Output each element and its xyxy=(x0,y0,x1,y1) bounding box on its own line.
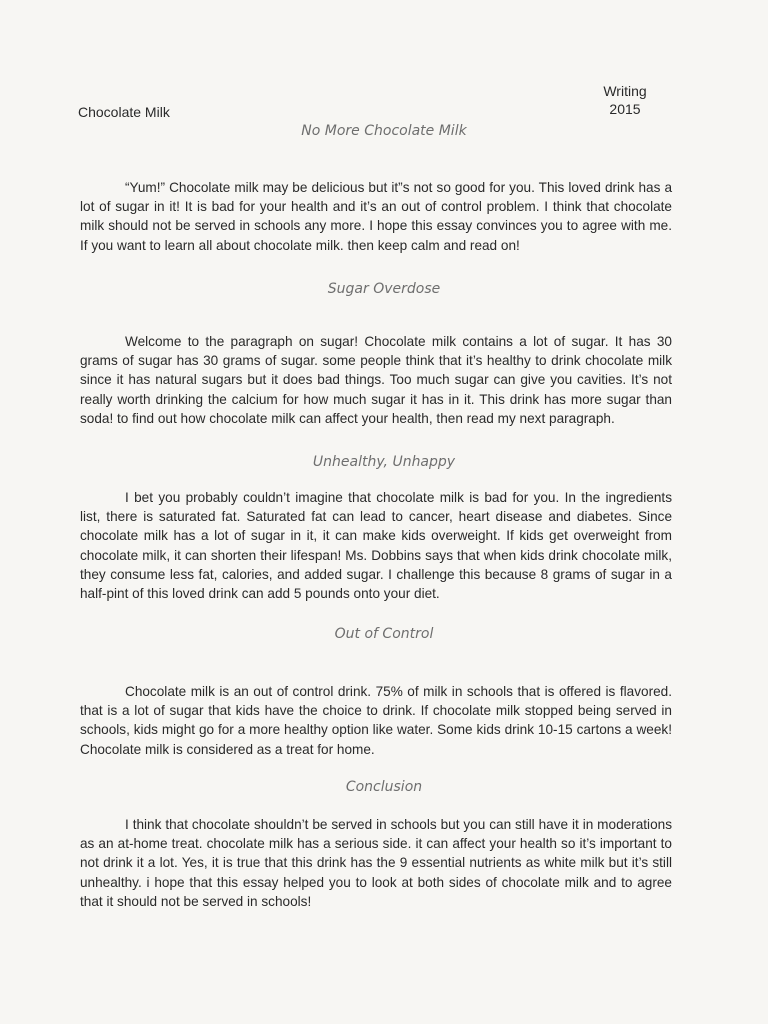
header-class-year xyxy=(590,82,660,118)
intro-paragraph: “Yum!” Chocolate milk may be delicious but it”s not so good for you. This loved drink has a lot of sugar in it! It is bad for your health and it’s an out of control problem. I think that chocolate milk should not be served in schools any more. I hope this essay convinces you to agree with me. If you want to learn all about chocolate milk. then keep calm and read on! xyxy=(80,180,672,253)
essay-title: No More Chocolate Milk xyxy=(301,123,467,139)
conclusion-paragraph: I think that chocolate shouldn’t be served in schools but you can still have it in moderations as an at-home treat. chocolate milk has a serious side. it can affect your health so it’s important to not drink it a lot. Yes, it is true that this drink has the 9 essential nutrients as white milk but it’s still unhealthy. i hope that this essay helped you to look at both sides of chocolate milk and to agree that it should not be served in schools! xyxy=(80,817,672,909)
header-year: 2015 xyxy=(609,101,641,117)
heading-sugar-overdose: Sugar Overdose xyxy=(327,281,441,297)
control-paragraph: Chocolate milk is an out of control drink. 75% of milk in schools that is offered is flavored. that is a lot of sugar that kids have the choice to drink. If chocolate milk stopped being served in schools, kids might go for a more healthy option like water. Some kids drink 10-15 cartons a week! Chocolate milk is considered as a treat for home. xyxy=(80,684,672,757)
header-topic: Chocolate Milk xyxy=(78,104,170,120)
heading-conclusion: Conclusion xyxy=(345,779,423,795)
header-subject: Writing xyxy=(603,83,647,99)
heading-out-of-control: Out of Control xyxy=(334,626,434,642)
unhealthy-paragraph: I bet you probably couldn’t imagine that chocolate milk is bad for you. In the ingredients list, there is saturated fat. Saturated fat can lead to cancer, heart disease and diabetes. Since chocolate milk has a lot of sugar in it, it can make kids overweight. If kids get overweight from chocolate milk, it can shorten their lifespan! Ms. Dobbins says that when kids drink chocolate milk, they consume less fat, calories, and added sugar. I challenge this because 8 grams of sugar in a half-pint of this loved drink can add 5 pounds onto your diet. xyxy=(80,490,672,602)
sugar-paragraph: Welcome to the paragraph on sugar! Chocolate milk contains a lot of sugar. It has 30 grams of sugar has 30 grams of sugar. some people think that it’s healthy to drink chocolate milk since it has natural sugars but it does bad things. Too much sugar can give you cavities. It’s not really worth drinking the calcium for how much sugar it has in it. This drink has more sugar than soda! to find out how chocolate milk can affect your health, then read my next paragraph. xyxy=(80,334,672,426)
heading-unhealthy-unhappy: Unhealthy, Unhappy xyxy=(312,454,456,470)
